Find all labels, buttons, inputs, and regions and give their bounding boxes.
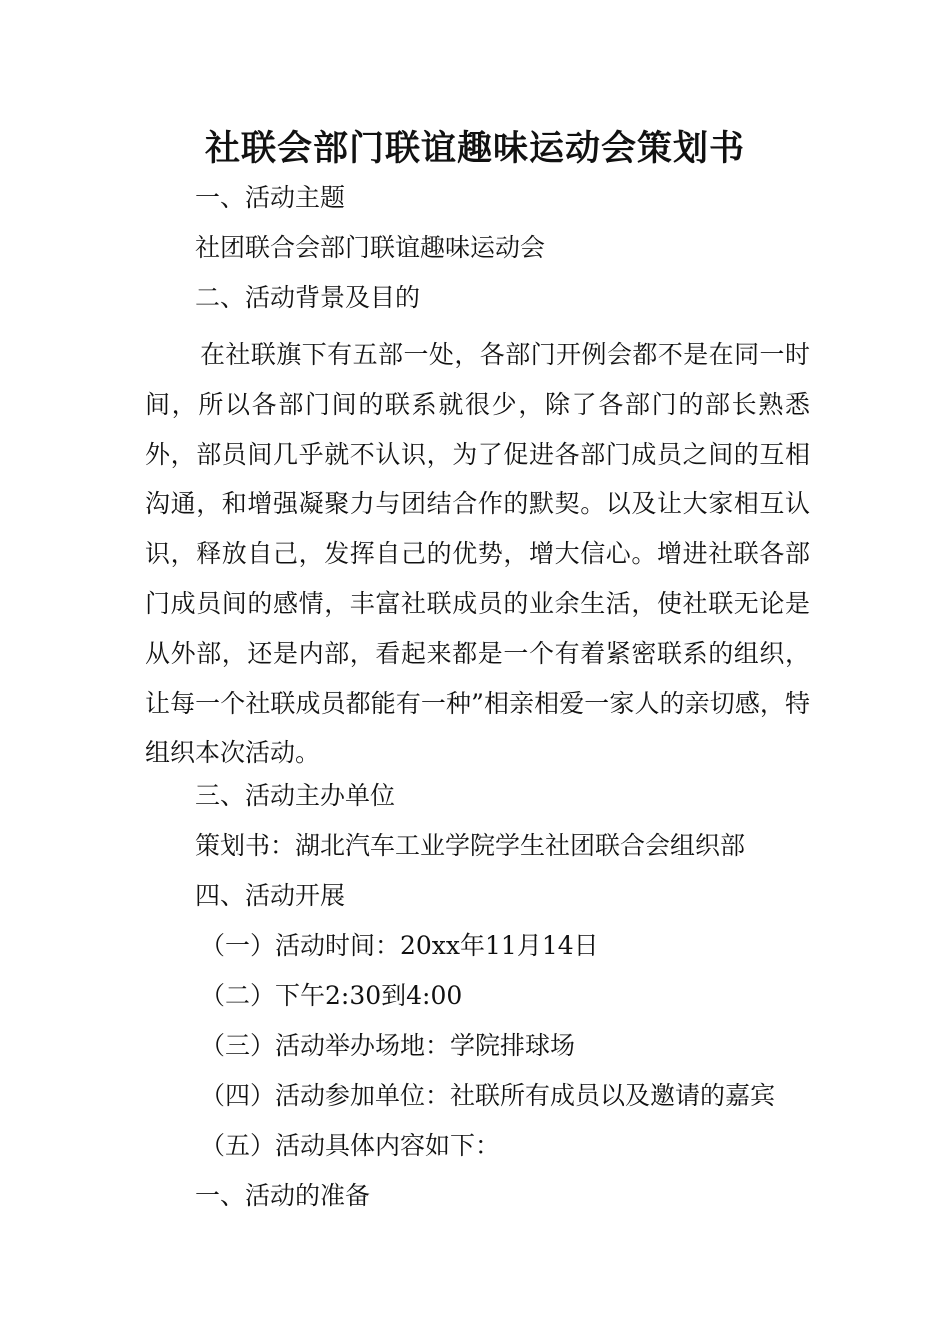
section-theme-heading: 一、活动主题 xyxy=(195,183,346,212)
activity-item-participants: （四）活动参加单位：社联所有成员以及邀请的嘉宾 xyxy=(200,1081,776,1110)
activity-item-content: （五）活动具体内容如下： xyxy=(200,1131,501,1160)
activity-item-venue: （三）活动举办场地：学院排球场 xyxy=(200,1031,576,1060)
section-activity-heading: 四、活动开展 xyxy=(195,881,346,910)
section-organizer-heading: 三、活动主办单位 xyxy=(195,781,396,810)
section-organizer-body: 策划书：湖北汽车工业学院学生社团联合会组织部 xyxy=(195,831,746,860)
activity-item-hours: （二）下午2:30到4:00 xyxy=(200,981,463,1010)
activity-item-time: （一）活动时间：20xx年11月14日 xyxy=(200,931,599,960)
section-background-heading: 二、活动背景及目的 xyxy=(195,283,421,312)
section-preparation-heading: 一、活动的准备 xyxy=(195,1181,371,1210)
document-title: 社联会部门联谊趣味运动会策划书 xyxy=(204,128,745,169)
section-theme-body: 社团联合会部门联谊趣味运动会 xyxy=(195,233,546,262)
section-background-body: 在社联旗下有五部一处，各部门开例会都不是在同一时间，所以各部门间的联系就很少，除了各部门的部长熟悉外，部员间几乎就不认识，为了促进各部门成员之间的互相沟通，和增强凝聚力与团结合作的默契。以及让大家相互认识，释放自己，发挥自己的优势，增大信心。增进社联各部门成员间的感情，丰富社联成员的业余生活，使社联无论是从外部，还是内部，看起来都是一个有着紧密联系的组织，让每一个社联成员都能有一种”相亲相爱一家人的亲切感，特组织本次活动。 xyxy=(145,340,810,768)
